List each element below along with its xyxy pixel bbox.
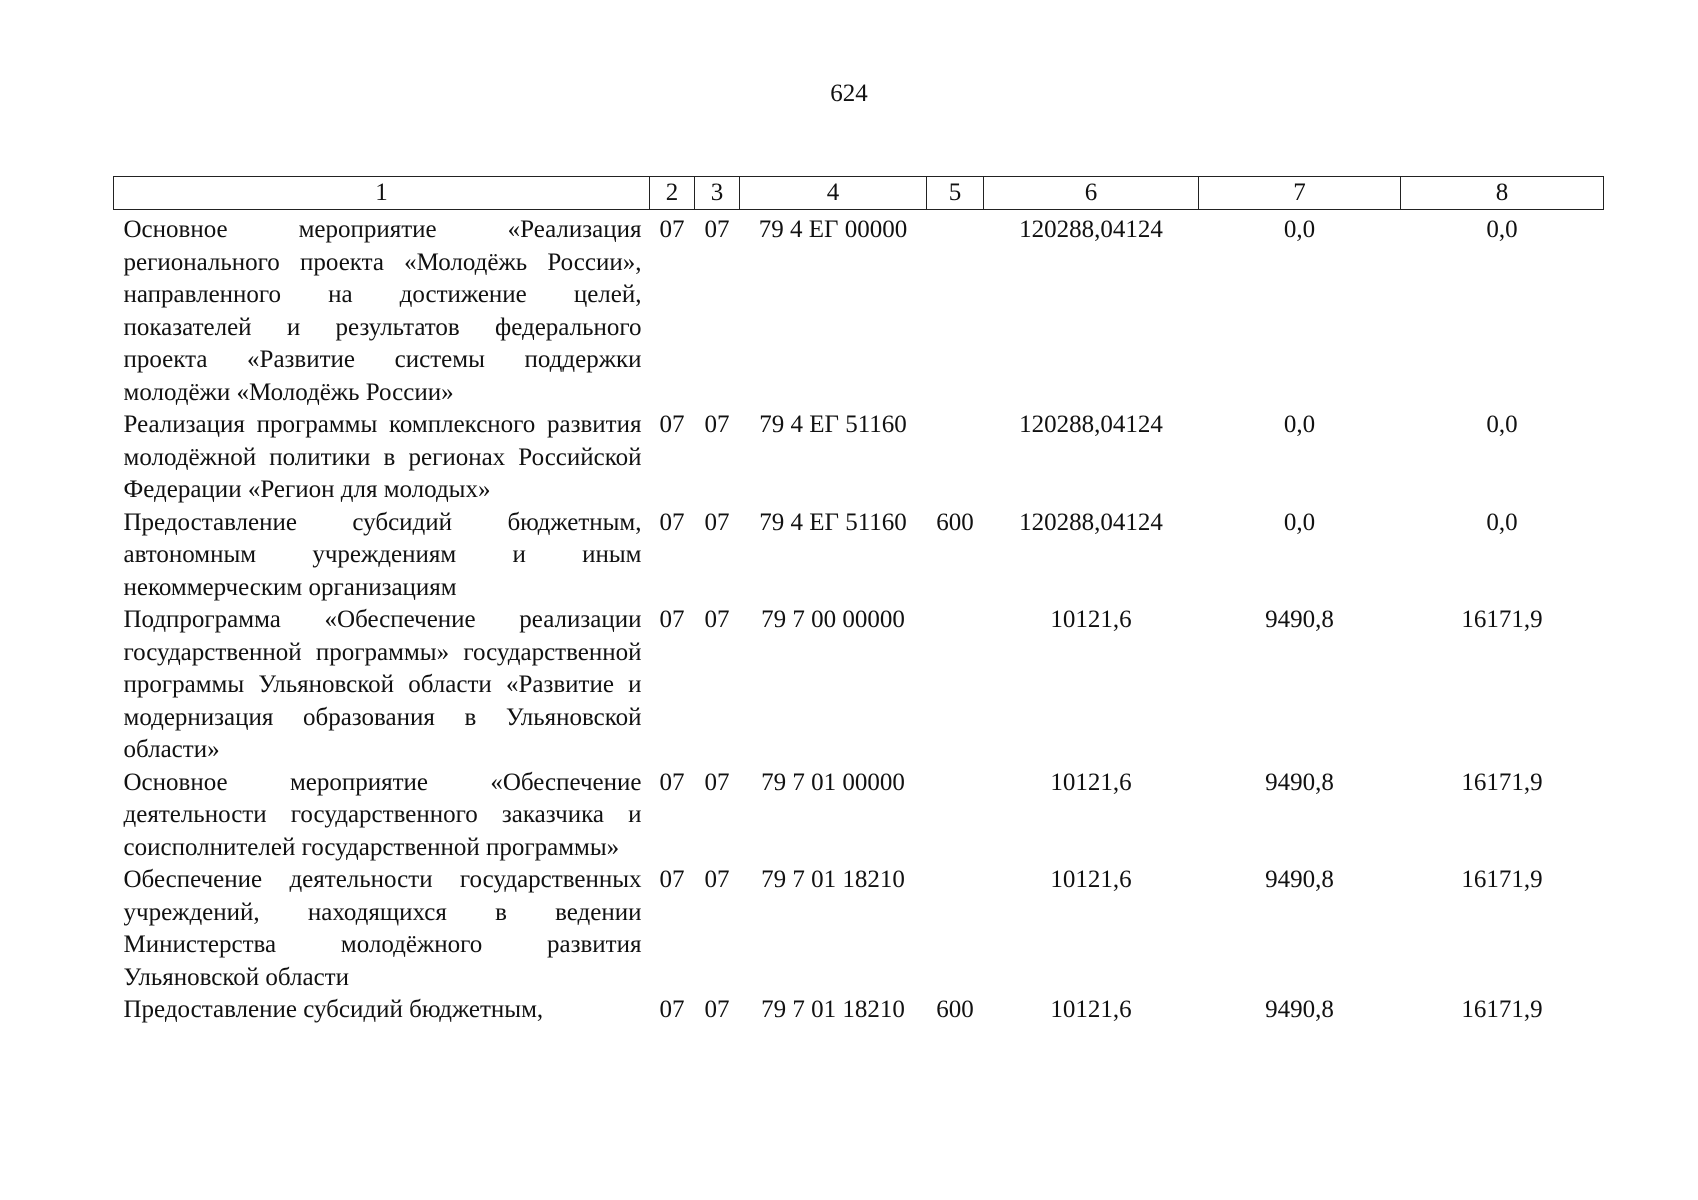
row-expense-type bbox=[927, 210, 984, 410]
row-amount-col6: 120288,04124 bbox=[1019, 216, 1163, 243]
row-subsection: 07 bbox=[704, 768, 730, 796]
row-name: Предоставление субсидий бюджетным, bbox=[123, 996, 544, 1023]
header-col-4: 4 bbox=[740, 177, 927, 210]
row-section: 07 bbox=[659, 866, 685, 893]
row-name: Реализация программы комплексного развития молодёжной политики в регионах Российской Федерации «Регион для молодых» bbox=[123, 411, 642, 503]
row-target-article: 79 4 ЕГ 51160 bbox=[759, 411, 907, 438]
row-amount-col8: 0,0 bbox=[1486, 411, 1518, 438]
row-subsection: 07 bbox=[704, 411, 730, 438]
row-amount-col8: 0,0 bbox=[1486, 508, 1518, 536]
row-target-article: 79 7 01 18210 bbox=[761, 996, 905, 1023]
row-amount-col8: 16171,9 bbox=[1461, 606, 1543, 633]
row-amount-col7: 9490,8 bbox=[1265, 768, 1334, 796]
table-row bbox=[114, 409, 1604, 507]
row-amount-col7: 9490,8 bbox=[1265, 866, 1334, 893]
row-amount-col6: 10121,6 bbox=[1050, 866, 1132, 893]
budget-table bbox=[113, 176, 1604, 1027]
row-expense-type bbox=[927, 604, 984, 767]
header-col-3: 3 bbox=[695, 177, 740, 210]
row-section: 07 bbox=[659, 216, 685, 243]
table-row bbox=[114, 210, 1604, 410]
table-row bbox=[114, 604, 1604, 767]
row-target-article: 79 7 01 00000 bbox=[761, 768, 905, 796]
row-target-article: 79 4 ЕГ 51160 bbox=[759, 508, 907, 536]
row-amount-col8: 0,0 bbox=[1486, 216, 1518, 243]
header-col-7: 7 bbox=[1199, 177, 1401, 210]
row-expense-type bbox=[927, 767, 984, 865]
row-amount-col7: 9490,8 bbox=[1265, 606, 1334, 633]
header-col-1: 1 bbox=[114, 177, 650, 210]
header-col-5: 5 bbox=[927, 177, 984, 210]
row-amount-col8: 16171,9 bbox=[1461, 866, 1543, 893]
row-section: 07 bbox=[659, 508, 685, 536]
row-amount-col7: 0,0 bbox=[1283, 508, 1316, 536]
row-amount-col6: 10121,6 bbox=[1050, 768, 1132, 796]
row-subsection: 07 bbox=[704, 508, 730, 536]
row-expense-type bbox=[927, 864, 984, 994]
table-row bbox=[114, 864, 1604, 994]
table-header-row bbox=[114, 177, 1604, 210]
table-row bbox=[114, 994, 1604, 1027]
row-name: Основное мероприятие «Реализация регионального проекта «Молодёжь России», направленного на достижение целей, показателей и результатов федерального проекта «Развитие системы поддержки молодёжи «Молодёжь России» bbox=[123, 216, 642, 406]
row-subsection: 07 bbox=[704, 606, 730, 633]
row-subsection: 07 bbox=[704, 996, 730, 1023]
row-section: 07 bbox=[659, 768, 685, 796]
row-section: 07 bbox=[659, 996, 685, 1023]
row-amount-col6: 10121,6 bbox=[1050, 606, 1132, 633]
row-name: Обеспечение деятельности государственных учреждений, находящихся в ведении Министерства молодёжного развития Ульяновской области bbox=[123, 866, 642, 991]
row-amount-col8: 16171,9 bbox=[1461, 996, 1543, 1023]
row-amount-col6: 10121,6 bbox=[1050, 996, 1132, 1023]
row-amount-col7: 0,0 bbox=[1283, 411, 1316, 438]
row-amount-col8: 16171,9 bbox=[1461, 768, 1543, 796]
header-col-2: 2 bbox=[650, 177, 695, 210]
header-col-6: 6 bbox=[984, 177, 1199, 210]
row-expense-type: 600 bbox=[936, 996, 974, 1023]
row-name: Предоставление субсидий бюджетным, автономным учреждениям и иным некоммерческим организациям bbox=[123, 508, 642, 601]
row-target-article: 79 4 ЕГ 00000 bbox=[758, 216, 908, 243]
row-expense-type: 600 bbox=[936, 508, 974, 536]
row-target-article: 79 7 00 00000 bbox=[761, 606, 905, 633]
row-expense-type bbox=[927, 409, 984, 507]
page-number: 624 bbox=[830, 80, 868, 107]
row-name: Основное мероприятие «Обеспечение деятельности государственного заказчика и соисполнителей государственной программы» bbox=[123, 768, 642, 861]
header-col-8: 8 bbox=[1401, 177, 1604, 210]
row-subsection: 07 bbox=[704, 866, 730, 893]
row-amount-col6: 120288,04124 bbox=[1019, 411, 1163, 438]
row-amount-col7: 0,0 bbox=[1283, 216, 1316, 243]
row-target-article: 79 7 01 18210 bbox=[761, 866, 905, 893]
row-name: Подпрограмма «Обеспечение реализации государственной программы» государственной программы Ульяновской области «Развитие и модернизация образования в Ульяновской области» bbox=[123, 606, 642, 763]
row-subsection: 07 bbox=[704, 216, 730, 243]
row-section: 07 bbox=[659, 606, 685, 633]
row-amount-col7: 9490,8 bbox=[1265, 996, 1334, 1023]
table-row bbox=[114, 767, 1604, 865]
row-amount-col6: 120288,04124 bbox=[1019, 508, 1163, 536]
table-row bbox=[114, 507, 1604, 605]
row-section: 07 bbox=[659, 411, 685, 438]
